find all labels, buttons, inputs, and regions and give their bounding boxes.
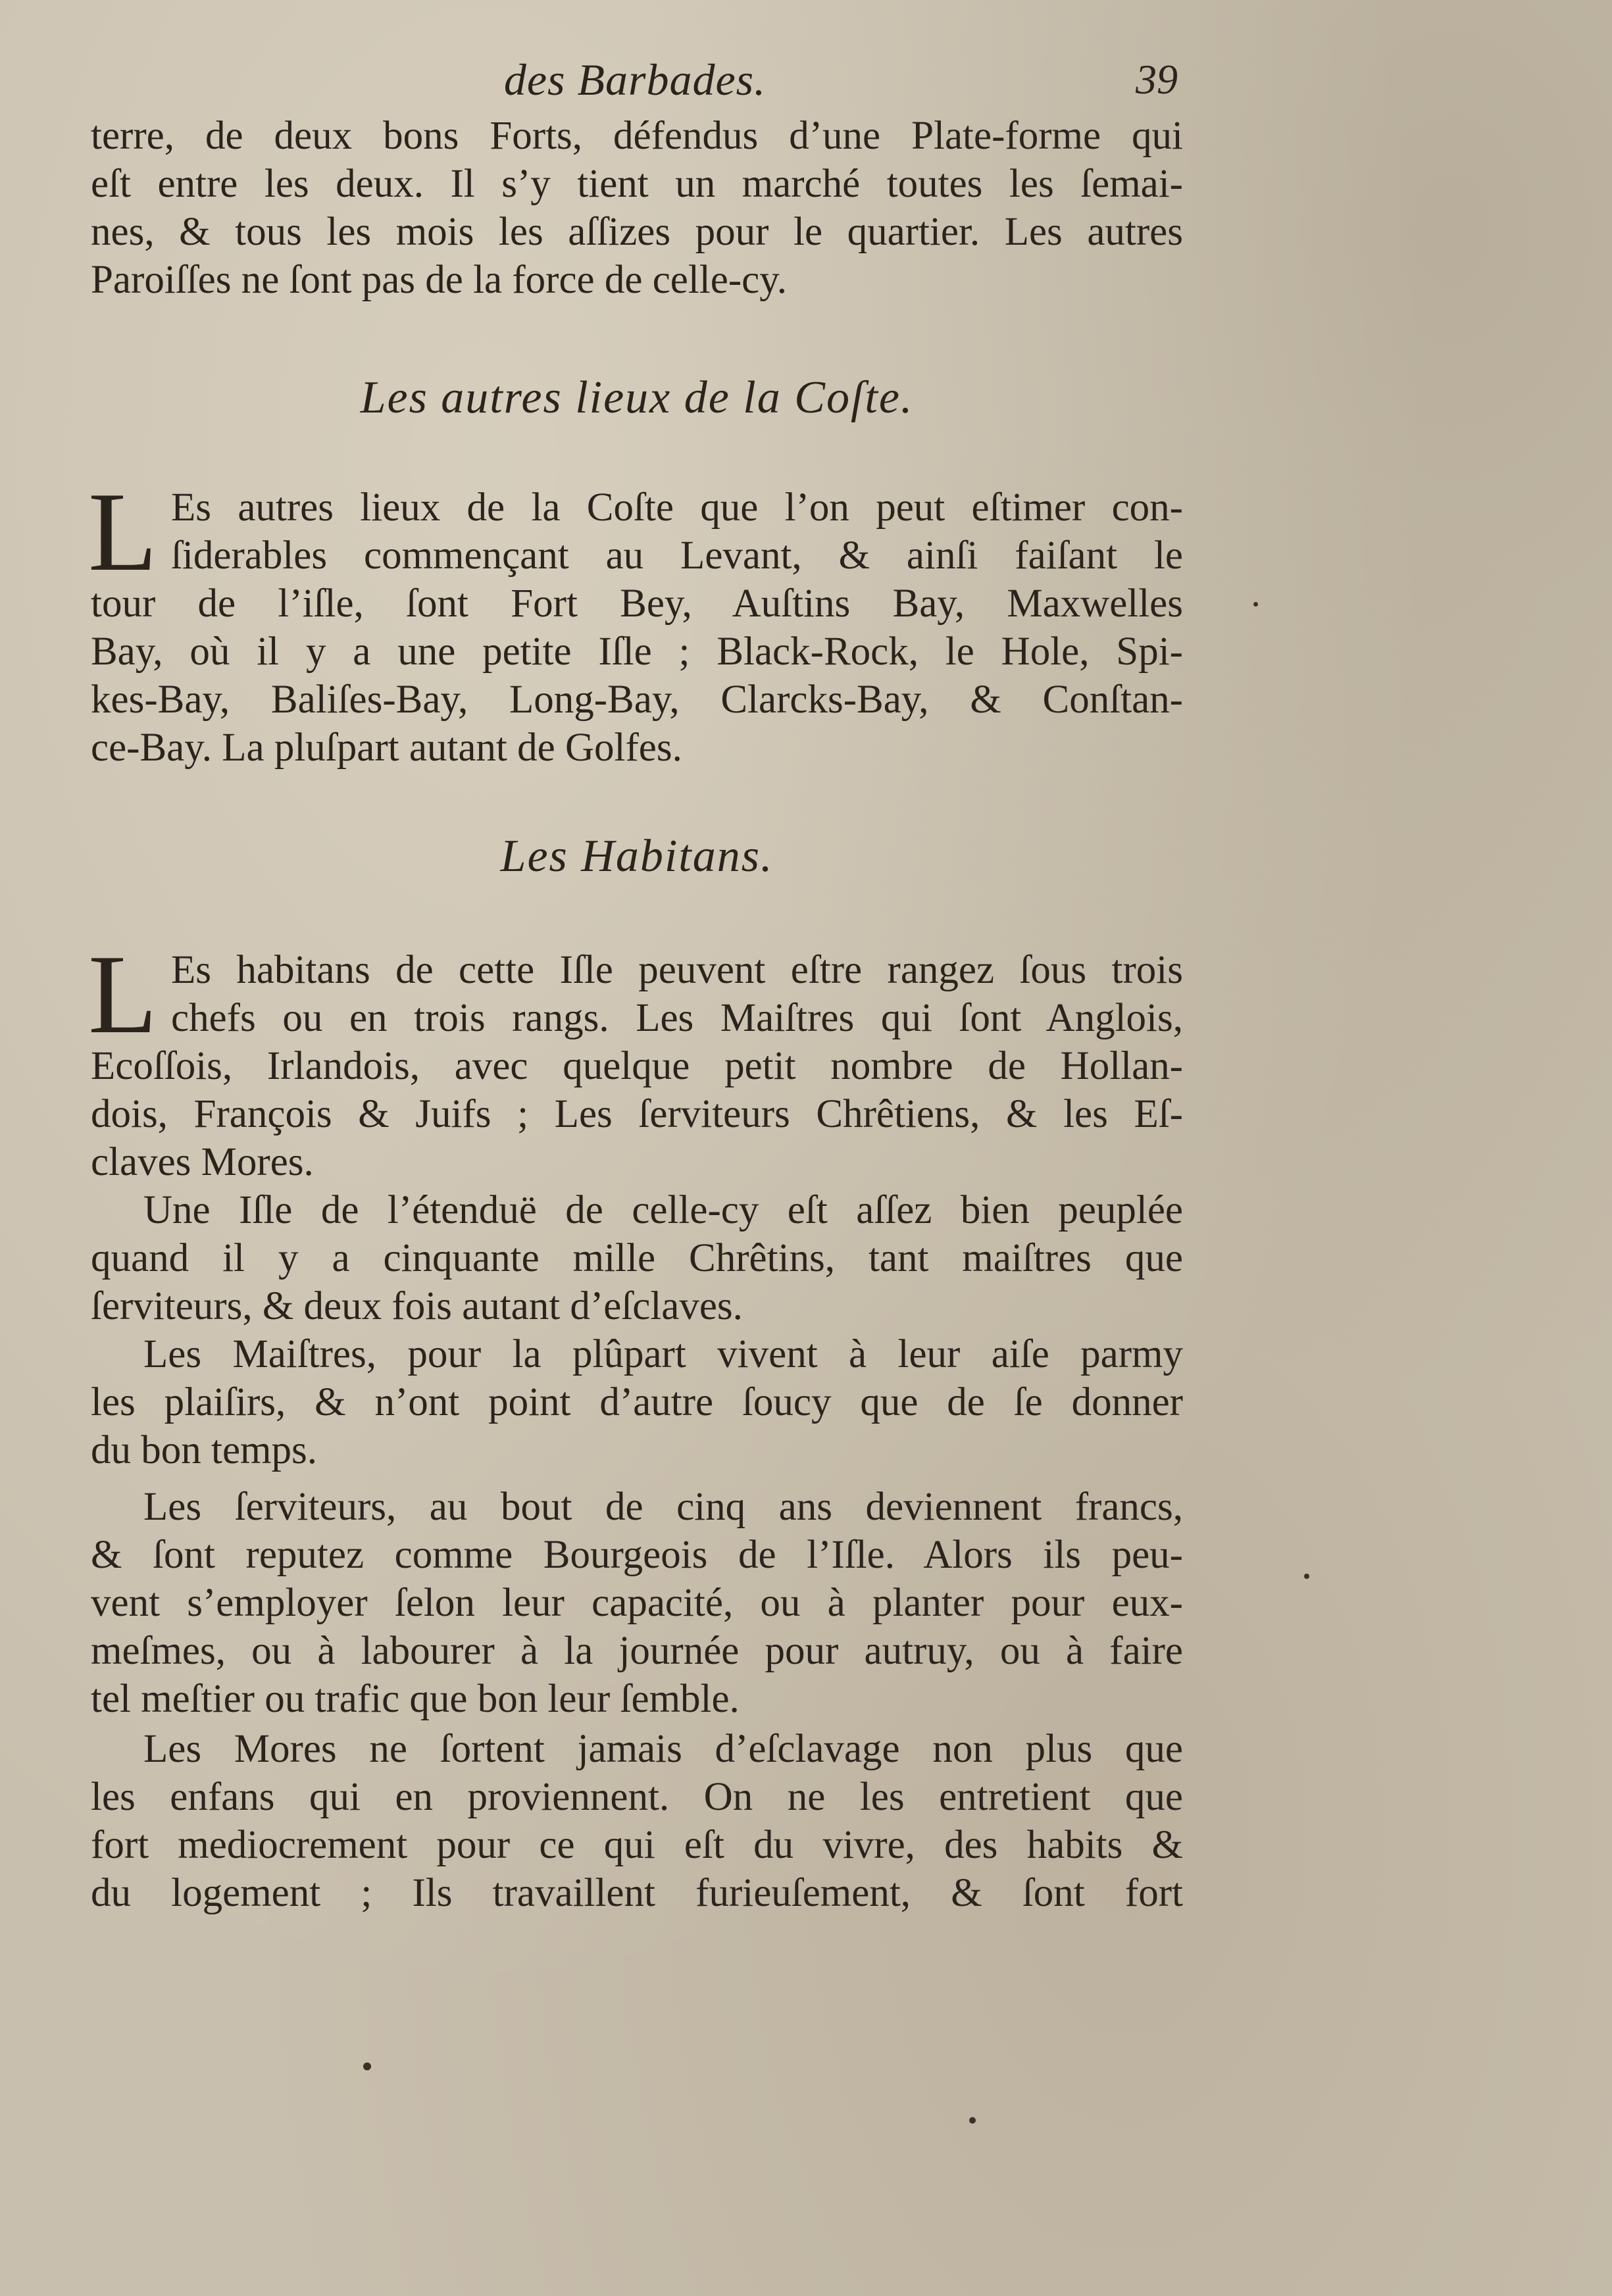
section-title-coste: Les autres lieux de la Coſte. (360, 372, 914, 423)
running-title: des Barbades. (503, 55, 767, 105)
habitans-paragraph-5 (91, 1725, 1183, 1917)
text-line: du logement ; Ils travaillent furieuſement, & ſont fort (91, 1871, 1183, 1915)
text-line: Les Mores ne ſortent jamais d’eſclavage non plus que (143, 1727, 1183, 1771)
ink-speck (969, 2117, 976, 2124)
text-line: ce-Bay. La pluſpart autant de Golfes. (91, 726, 682, 770)
text-line: Bay, où il y a une petite Iſle ; Black-Rock, le Hole, Spi- (91, 630, 1183, 674)
text-line: Paroiſſes ne ſont pas de la force de celle-cy. (91, 258, 787, 302)
text-line: quand il y a cinquante mille Chrêtins, tant maiſtres que (91, 1236, 1183, 1280)
text-line: meſmes, ou à labourer à la journée pour autruy, ou à faire (91, 1629, 1183, 1673)
text-line: eſt entre les deux. Il s’y tient un marché toutes les ſemai- (91, 162, 1183, 206)
text-line: Ecoſſois, Irlandois, avec quelque petit nombre de Hollan- (91, 1044, 1183, 1088)
text-line: vent s’employer ſelon leur capacité, ou à planter pour eux- (91, 1581, 1183, 1625)
ink-speck (1253, 602, 1258, 607)
text-line: chefs ou en trois rangs. Les Maiſtres qui ſont Anglois, (171, 996, 1183, 1040)
text-line: tour de l’iſle, ſont Fort Bey, Auſtins Bay, Maxwelles (91, 582, 1183, 626)
text-line: fort mediocrement pour ce qui eſt du vivre, des habits & (91, 1823, 1183, 1867)
ink-speck (1304, 1574, 1309, 1579)
text-line: tel meſtier ou trafic que bon leur ſemble. (91, 1677, 740, 1721)
section-title-habitans: Les Habitans. (500, 831, 774, 882)
text-line: nes, & tous les mois les aſſizes pour le quartier. Les autres (91, 210, 1183, 254)
text-line: Les ſerviteurs, au bout de cinq ans deviennent francs, (143, 1485, 1183, 1529)
text-line: les plaiſirs, & n’ont point d’autre ſoucy que de ſe donner (91, 1380, 1183, 1424)
text-line: kes-Bay, Baliſes-Bay, Long-Bay, Clarcks-Bay, & Conſtan- (91, 678, 1183, 722)
text-line: claves Mores. (91, 1140, 314, 1184)
habitans-paragraph-3 (91, 1330, 1183, 1474)
intro-paragraph (91, 112, 1183, 304)
text-line: Une Iſle de l’étenduë de celle-cy eſt aſſez bien peuplée (143, 1188, 1183, 1232)
text-line: Es autres lieux de la Coſte que l’on peut eſtimer con- (171, 486, 1183, 530)
habitans-paragraph-1 (88, 932, 1183, 1186)
coste-paragraph (88, 470, 1183, 772)
habitans-paragraph-2 (91, 1186, 1183, 1330)
text-line: terre, de deux bons Forts, défendus d’une Plate-forme qui (91, 114, 1183, 158)
page-number: 39 (1136, 56, 1178, 103)
text-line: ſiderables commençant au Levant, & ainſi faiſant le (171, 534, 1183, 578)
ink-speck (363, 2062, 371, 2070)
page-header (92, 54, 1178, 107)
text-line: ſerviteurs, & deux fois autant d’eſclaves. (91, 1284, 743, 1328)
drop-cap: L (88, 932, 158, 1057)
habitans-paragraph-4 (91, 1483, 1183, 1723)
text-line: & ſont reputez comme Bourgeois de l’Iſle. Alors ils peu- (91, 1533, 1183, 1577)
text-line: Es habitans de cette Iſle peuvent eſtre rangez ſous trois (171, 948, 1183, 992)
text-line: du bon temps. (91, 1428, 317, 1472)
text-line: Les Maiſtres, pour la plûpart vivent à leur aiſe parmy (143, 1332, 1183, 1376)
text-line: dois, François & Juifs ; Les ſerviteurs Chrêtiens, & les Eſ- (91, 1092, 1183, 1136)
text-line: les enfans qui en proviennent. On ne les entretient que (91, 1775, 1183, 1819)
drop-cap: L (88, 470, 158, 595)
